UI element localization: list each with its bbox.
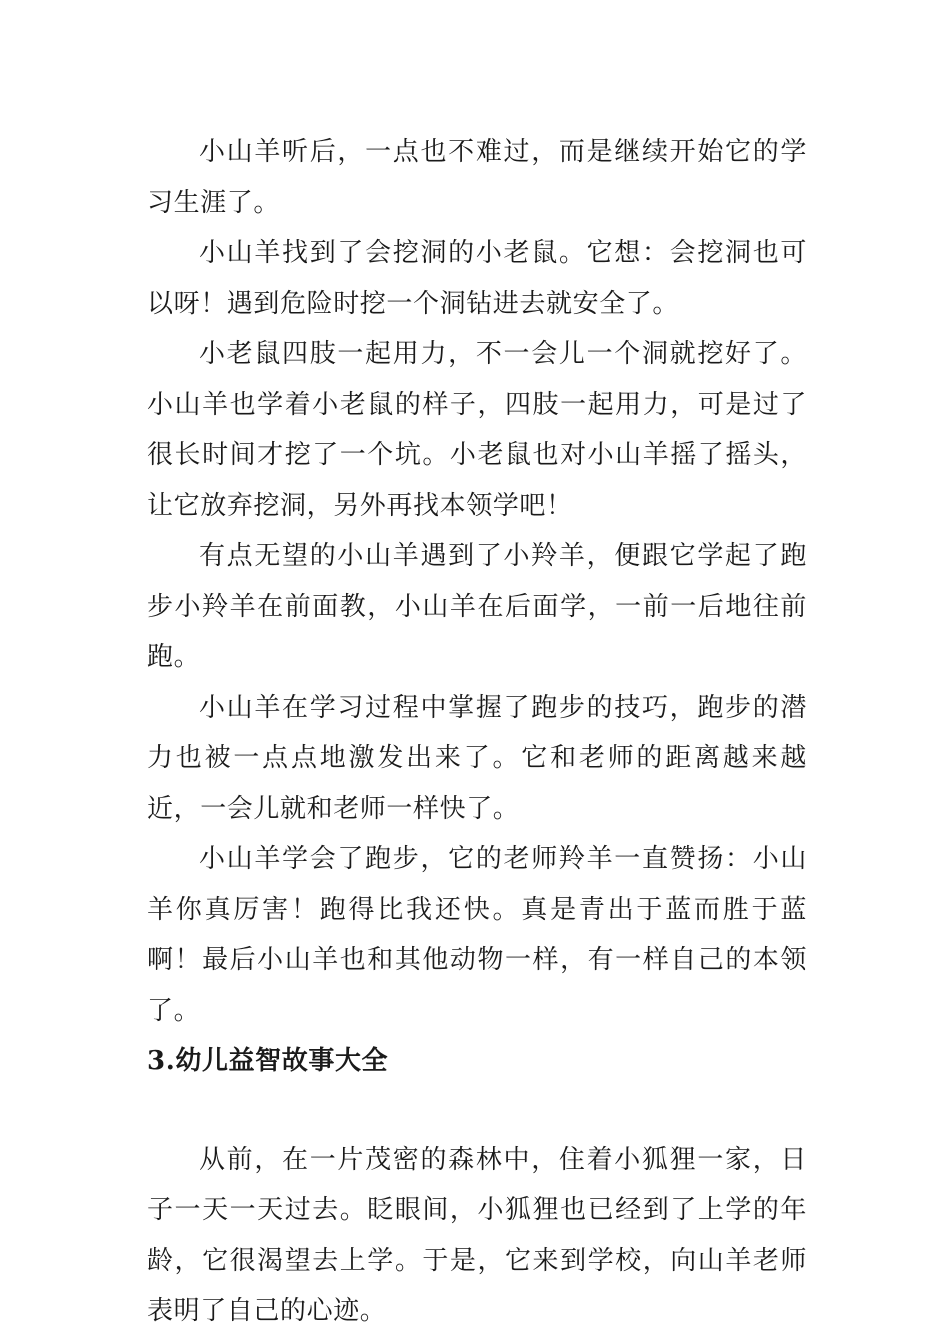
paragraph: 从前，在一片茂密的森林中，住着小狐狸一家，日子一天一天过去。眨眼间，小狐狸也已经到了上学的年龄，它很渴望去上学。于是，它来到学校，向山羊老师表明了自己的心迹。 (147, 1144, 807, 1326)
section-spacer (147, 1087, 807, 1135)
paragraph: 小山羊听后，一点也不难过，而是继续开始它的学习生涯了。 (147, 137, 807, 218)
document-page (147, 127, 807, 1337)
paragraph: 小山羊找到了会挖洞的小老鼠。它想：会挖洞也可以呀！遇到危险时挖一个洞钻进去就安全了。 (147, 238, 807, 319)
section-heading: 3.幼儿益智故事大全 (147, 1046, 389, 1076)
paragraph: 小老鼠四肢一起用力，不一会儿一个洞就挖好了。小山羊也学着小老鼠的样子，四肢一起用力，可是过了很长时间才挖了一个坑。小老鼠也对小山羊摇了摇头，让它放弃挖洞，另外再找本领学吧！ (147, 339, 807, 521)
paragraph: 小山羊学会了跑步，它的老师羚羊一直赞扬：小山羊你真厉害！跑得比我还快。真是青出于蓝而胜于蓝啊！最后小山羊也和其他动物一样，有一样自己的本领了。 (147, 844, 807, 1026)
paragraph: 有点无望的小山羊遇到了小羚羊，便跟它学起了跑步小羚羊在前面教，小山羊在后面学，一前一后地往前跑。 (147, 541, 807, 672)
paragraph: 小山羊在学习过程中掌握了跑步的技巧，跑步的潜力也被一点点地激发出来了。它和老师的距离越来越近，一会儿就和老师一样快了。 (147, 692, 807, 824)
